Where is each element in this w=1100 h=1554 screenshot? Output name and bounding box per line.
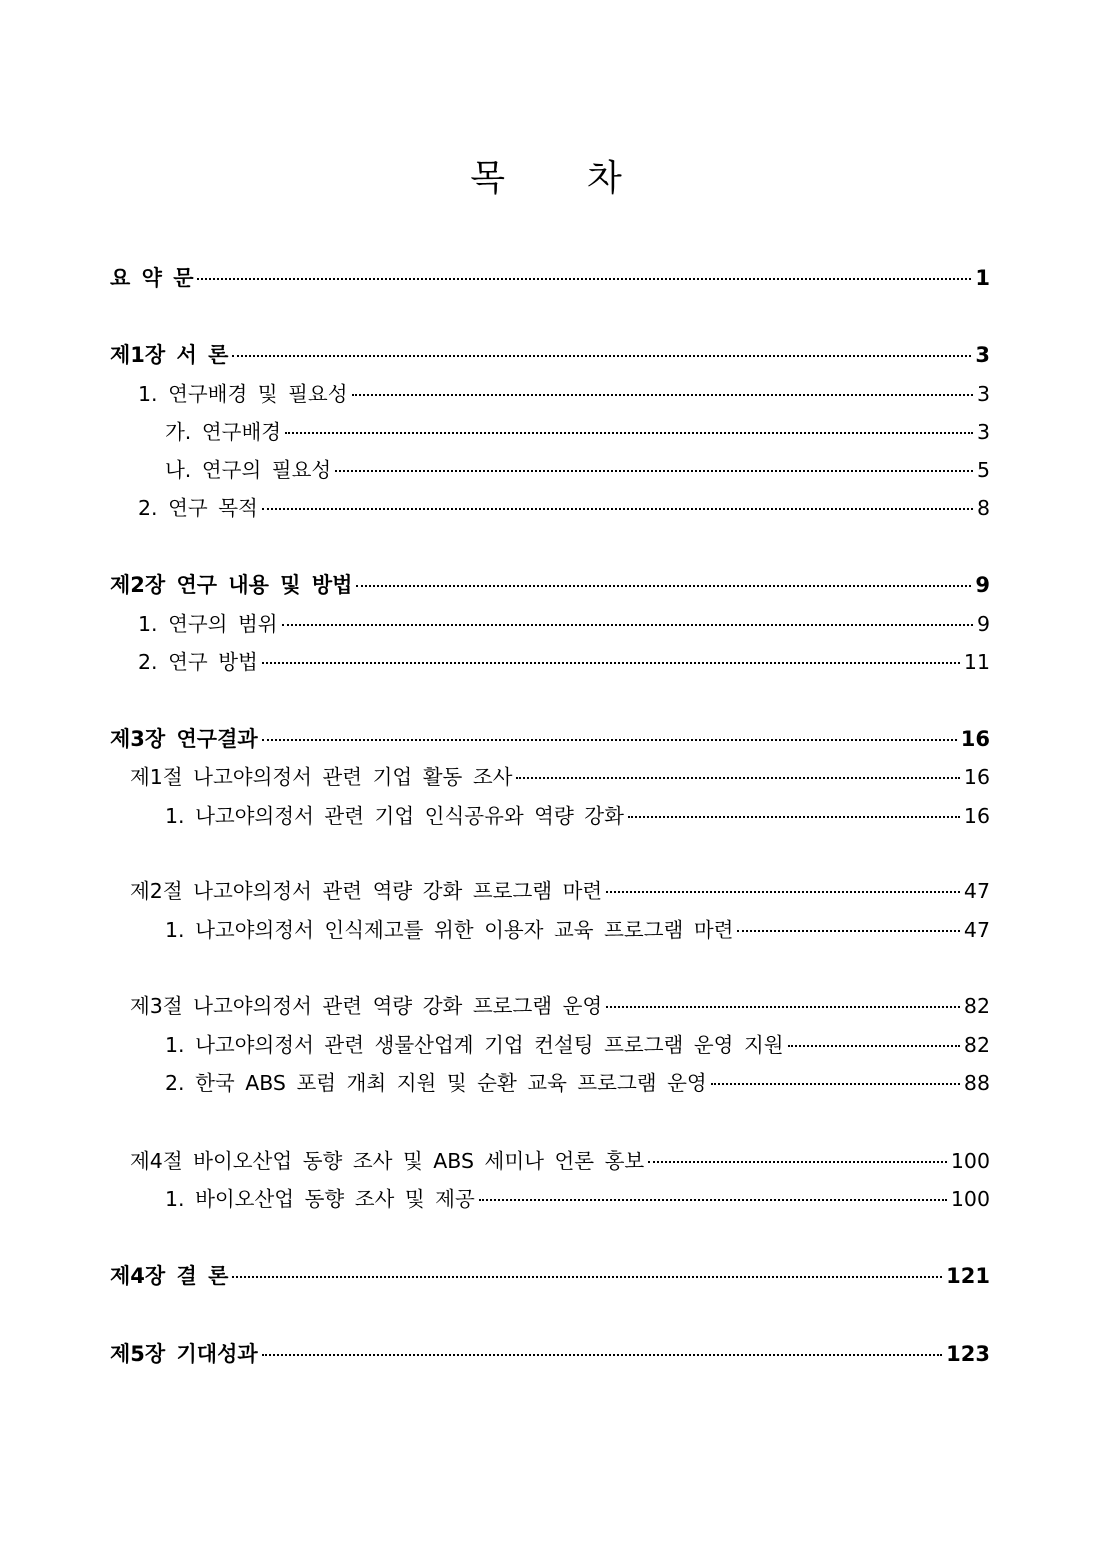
toc-page-number: 121 bbox=[946, 1264, 990, 1288]
toc-entry-section[interactable] bbox=[0, 1069, 1100, 1097]
dot-leader bbox=[628, 816, 960, 818]
toc-label: 제4장 결 론 bbox=[110, 1264, 229, 1288]
toc-entry-section[interactable] bbox=[0, 1031, 1100, 1059]
dot-leader bbox=[285, 432, 973, 434]
toc-entry-chapter-5[interactable] bbox=[0, 1340, 1100, 1368]
toc-entry-chapter-1[interactable] bbox=[0, 341, 1100, 369]
toc-label: 제4절 바이오산업 동향 조사 및 ABS 세미나 언론 홍보 bbox=[130, 1149, 645, 1173]
dot-leader bbox=[352, 394, 973, 396]
toc-page-number: 100 bbox=[950, 1187, 990, 1211]
dot-leader bbox=[606, 1006, 960, 1008]
toc-page-number: 9 bbox=[976, 612, 990, 636]
toc-entry-section[interactable] bbox=[0, 1185, 1100, 1213]
dot-leader bbox=[262, 1354, 943, 1356]
toc-label: 1. 나고야의정서 관련 생물산업계 기업 컨설팅 프로그램 운영 지원 bbox=[165, 1033, 784, 1057]
toc-page-number: 5 bbox=[976, 458, 990, 482]
toc-entry-subsection[interactable] bbox=[0, 418, 1100, 446]
toc-label: 1. 연구배경 및 필요성 bbox=[138, 382, 348, 406]
dot-leader bbox=[335, 470, 973, 472]
toc-entry-section[interactable] bbox=[0, 648, 1100, 676]
toc-page-number: 3 bbox=[975, 343, 990, 367]
toc-page-number: 3 bbox=[976, 420, 990, 444]
toc-page-number: 3 bbox=[976, 382, 990, 406]
dot-leader bbox=[356, 585, 971, 587]
toc-label: 2. 한국 ABS 포럼 개최 지원 및 순환 교육 프로그램 운영 bbox=[165, 1071, 707, 1095]
toc-page-number: 82 bbox=[963, 1033, 990, 1057]
toc-entry-part[interactable] bbox=[0, 877, 1100, 905]
toc-entry-section[interactable] bbox=[0, 494, 1100, 522]
toc-page-number: 16 bbox=[963, 804, 990, 828]
toc-page-number: 100 bbox=[950, 1149, 990, 1173]
toc-label: 제5장 기대성과 bbox=[110, 1342, 258, 1366]
toc-label: 1. 나고야의정서 인식제고를 위한 이용자 교육 프로그램 마련 bbox=[165, 918, 734, 942]
dot-leader bbox=[516, 777, 959, 779]
dot-leader bbox=[232, 1276, 942, 1278]
dot-leader bbox=[232, 355, 971, 357]
toc-label: 1. 바이오산업 동향 조사 및 제공 bbox=[165, 1187, 475, 1211]
title-char-2: 차 bbox=[587, 158, 630, 199]
toc-entry-part[interactable] bbox=[0, 992, 1100, 1020]
toc-page-number: 123 bbox=[946, 1342, 990, 1366]
toc-entry-part[interactable] bbox=[0, 763, 1100, 791]
toc-entry-chapter-3[interactable] bbox=[0, 725, 1100, 753]
dot-leader bbox=[711, 1083, 960, 1085]
toc-page-number: 47 bbox=[963, 879, 990, 903]
dot-leader bbox=[479, 1199, 947, 1201]
dot-leader bbox=[737, 930, 959, 932]
toc-label: 1. 나고야의정서 관련 기업 인식공유와 역량 강화 bbox=[165, 804, 624, 828]
dot-leader bbox=[606, 891, 960, 893]
toc-page-number: 1 bbox=[975, 266, 990, 290]
toc-page-number: 16 bbox=[960, 727, 990, 751]
toc-label: 제2절 나고야의정서 관련 역량 강화 프로그램 마련 bbox=[130, 879, 603, 903]
toc-label: 1. 연구의 범위 bbox=[138, 612, 278, 636]
toc-entry-chapter-2[interactable] bbox=[0, 571, 1100, 599]
dot-leader bbox=[788, 1045, 960, 1047]
toc-label: 2. 연구 방법 bbox=[138, 650, 258, 674]
toc-page-number: 8 bbox=[976, 496, 990, 520]
dot-leader bbox=[197, 278, 971, 280]
toc-entry-summary[interactable] bbox=[0, 264, 1100, 292]
dot-leader bbox=[648, 1161, 947, 1163]
title-char-1: 목 bbox=[470, 158, 513, 199]
toc-page-number: 82 bbox=[963, 994, 990, 1018]
toc-label: 제1장 서 론 bbox=[110, 343, 229, 367]
toc-label: 2. 연구 목적 bbox=[138, 496, 258, 520]
dot-leader bbox=[262, 662, 960, 664]
toc-entry-section[interactable] bbox=[0, 380, 1100, 408]
toc-label: 요 약 문 bbox=[110, 266, 194, 290]
toc-label: 제3절 나고야의정서 관련 역량 강화 프로그램 운영 bbox=[130, 994, 603, 1018]
toc-label: 나. 연구의 필요성 bbox=[165, 458, 332, 482]
dot-leader bbox=[282, 624, 973, 626]
toc-label: 제1절 나고야의정서 관련 기업 활동 조사 bbox=[130, 765, 513, 789]
toc-entry-section[interactable] bbox=[0, 802, 1100, 830]
toc-label: 제3장 연구결과 bbox=[110, 727, 258, 751]
dot-leader bbox=[262, 508, 973, 510]
toc-entry-subsection[interactable] bbox=[0, 456, 1100, 484]
toc-label: 가. 연구배경 bbox=[165, 420, 282, 444]
toc-page-number: 88 bbox=[963, 1071, 990, 1095]
toc-entry-part[interactable] bbox=[0, 1147, 1100, 1175]
toc-page-number: 47 bbox=[963, 918, 990, 942]
toc-page-number: 9 bbox=[975, 573, 990, 597]
toc-page-number: 16 bbox=[963, 765, 990, 789]
toc-page-number: 11 bbox=[963, 650, 990, 674]
toc-entry-section[interactable] bbox=[0, 916, 1100, 944]
toc-entry-chapter-4[interactable] bbox=[0, 1262, 1100, 1290]
toc-label: 제2장 연구 내용 및 방법 bbox=[110, 573, 353, 597]
dot-leader bbox=[262, 739, 957, 741]
toc-entry-section[interactable] bbox=[0, 610, 1100, 638]
